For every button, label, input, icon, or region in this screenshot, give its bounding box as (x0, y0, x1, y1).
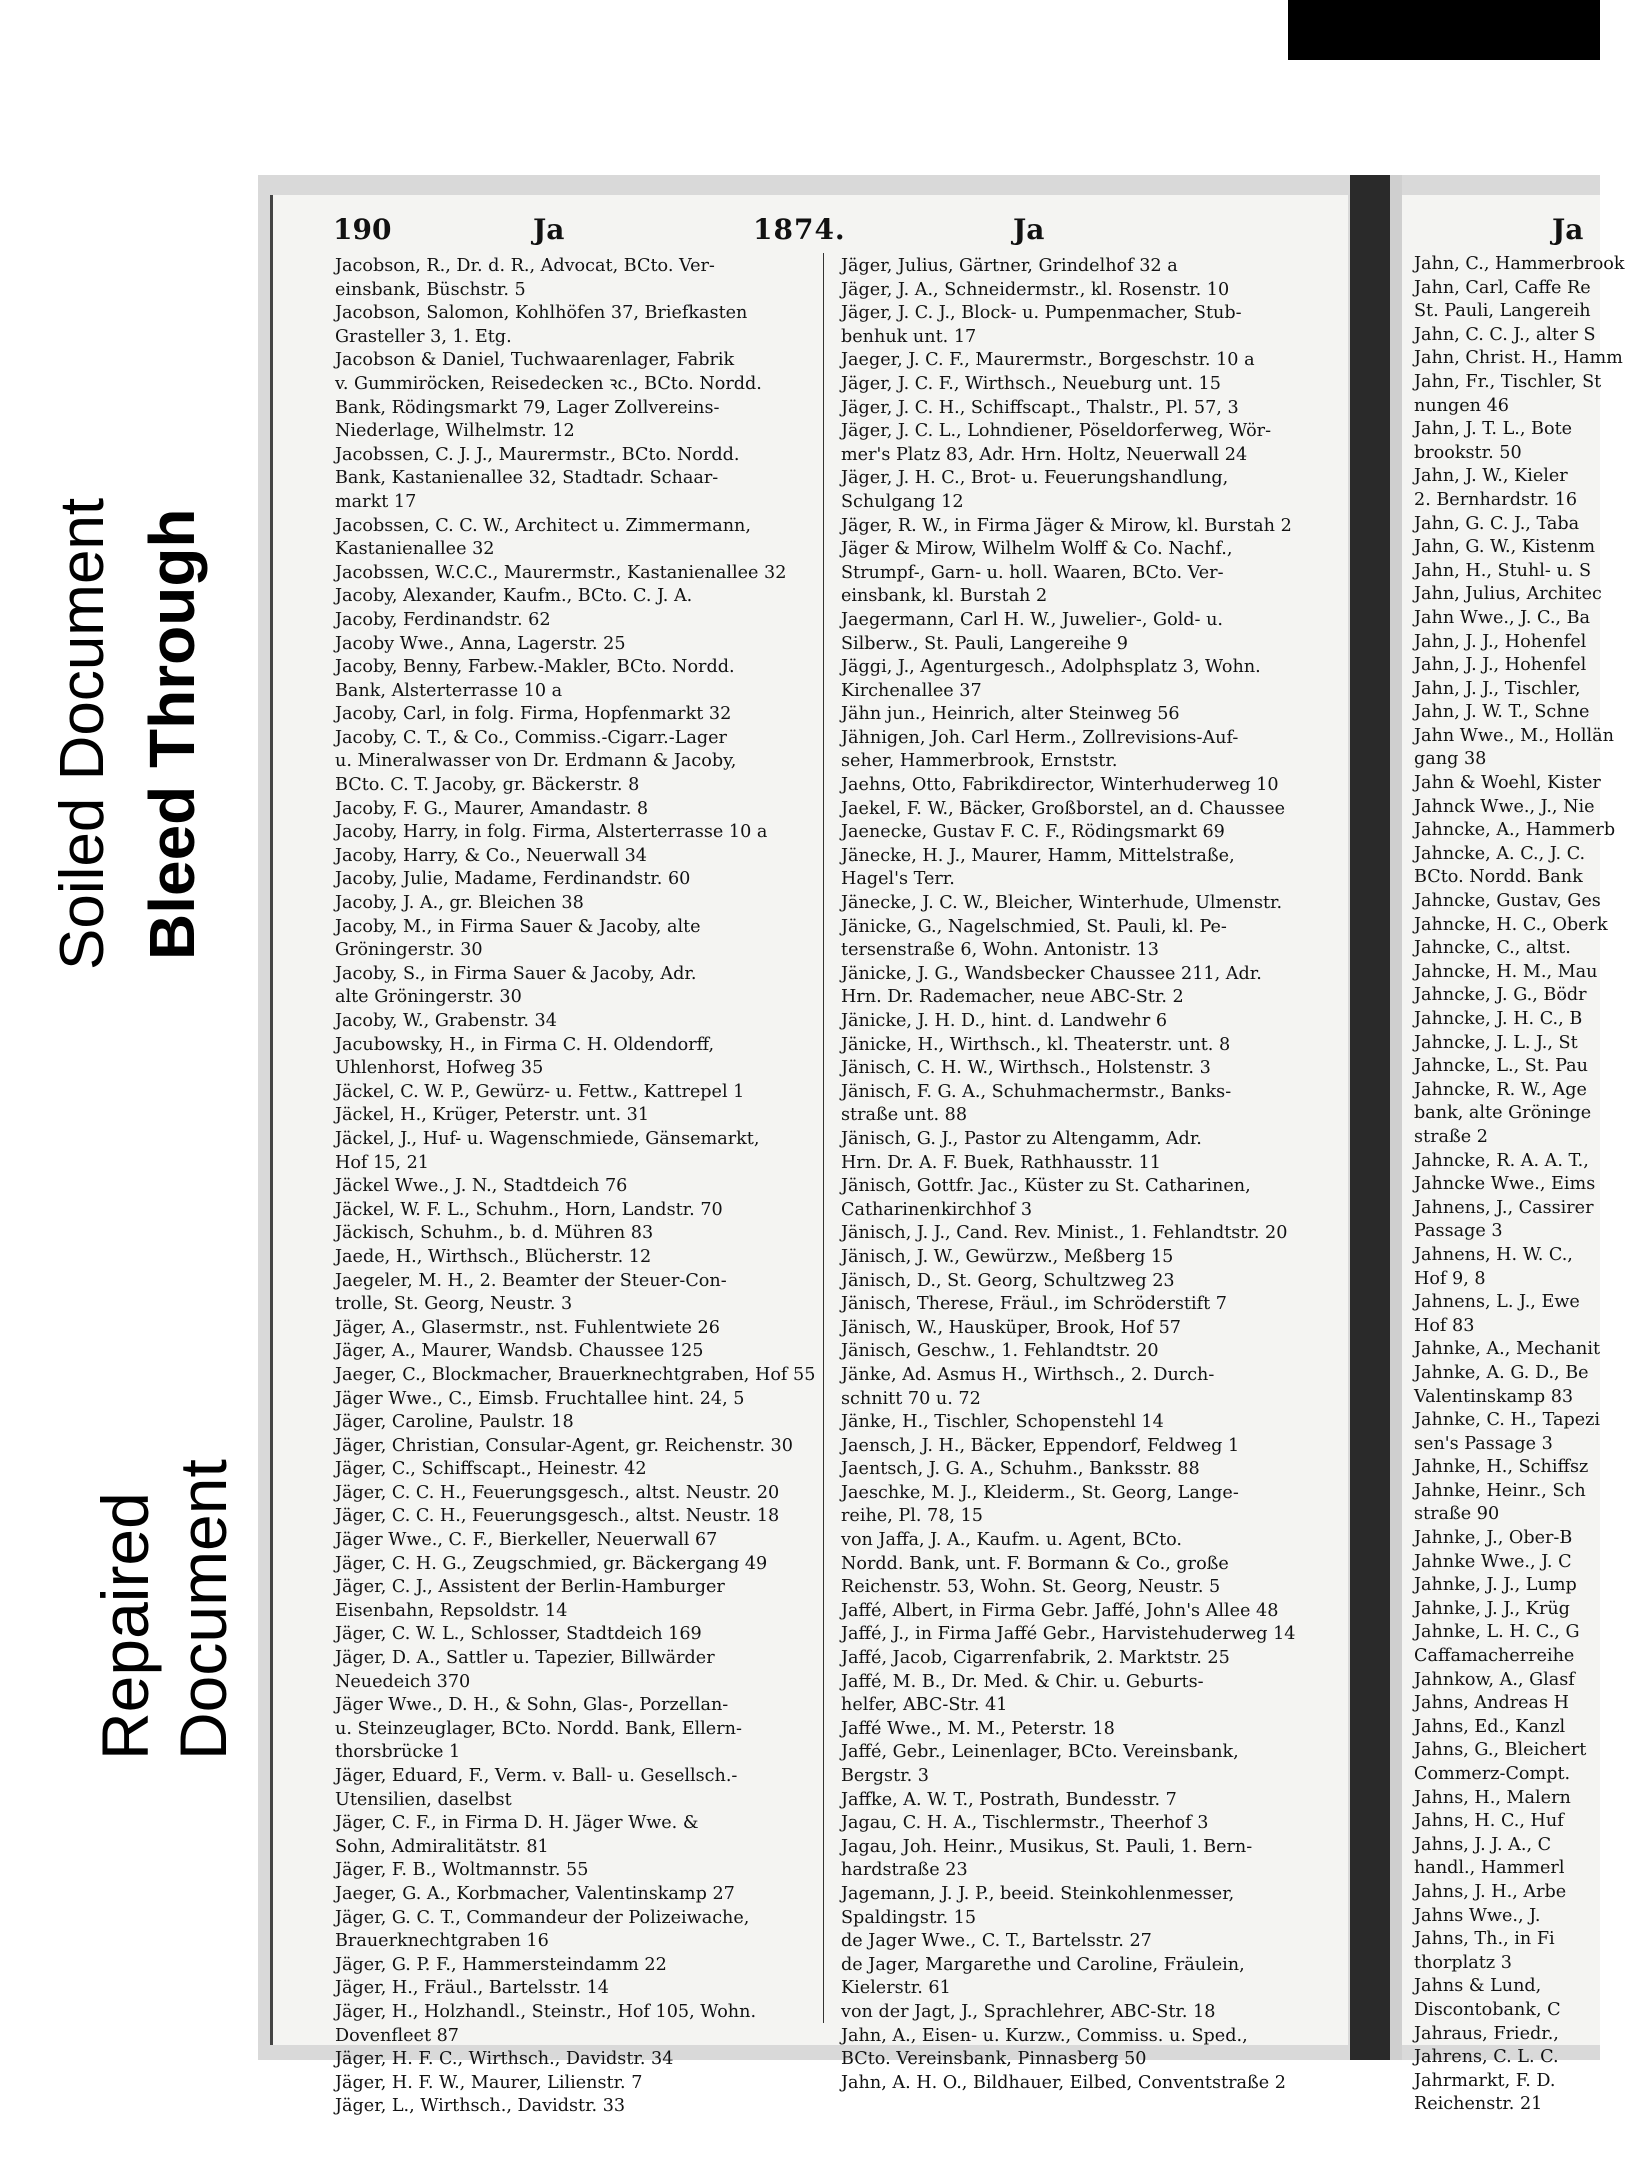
directory-entry-line: Jäger, Christian, Consular-Agent, gr. Reichenstr. 30 (335, 1435, 793, 1456)
directory-entry-line: Jäger, C. H. G., Zeugschmied, gr. Bäckergang 49 (335, 1553, 768, 1574)
directory-entry-line: Kirchenallee 37 (841, 680, 982, 701)
directory-entry-line: Hrn. Dr. Rademacher, neue ABC-Str. 2 (841, 987, 1184, 1008)
directory-entry-line: Strumpf-, Garn- u. holl. Waaren, BCto. Ver- (841, 562, 1224, 583)
directory-entry-line: thorsbrücke 1 (335, 1742, 461, 1763)
directory-entry-line: Jacobssen, W.C.C., Maurermstr., Kastanienallee 32 (335, 562, 787, 583)
directory-entry-line: bank, alte Gröninge (1414, 1103, 1592, 1124)
directory-entry-line: Dovenfleet 87 (335, 2025, 459, 2046)
directory-entry-line: Jahn, A. H. O., Bildhauer, Eilbed, Conventstraße 2 (841, 2072, 1286, 2093)
directory-entry-line: Jänicke, G., Nagelschmied, St. Pauli, kl. Pe- (841, 916, 1227, 937)
directory-entry-line: Jäger, C. J., Assistent der Berlin-Hamburger (335, 1577, 725, 1598)
directory-entry-line: Jähnigen, Joh. Carl Herm., Zollrevisions-Auf- (841, 727, 1239, 748)
directory-entry-line: Jäckel, H., Krüger, Peterstr. unt. 31 (335, 1105, 650, 1126)
directory-entry-line: Jäger Wwe., C. F., Bierkeller, Neuerwall 67 (335, 1530, 718, 1551)
directory-entry-line: Eisenbahn, Repsoldstr. 14 (335, 1600, 568, 1621)
directory-entry-line: Jänicke, J. G., Wandsbecker Chaussee 211, Adr. (841, 963, 1262, 984)
directory-entry-line: Jahnens, J., Cassirer (1414, 1197, 1594, 1218)
directory-entry-line: Jahncke, A. C., J. C. (1414, 843, 1586, 864)
directory-entry-line: Jäger, J. A., Schneidermstr., kl. Rosenstr. 10 (841, 279, 1230, 300)
directory-entry-line: Jäger Wwe., D. H., & Sohn, Glas-, Porzellan- (335, 1695, 729, 1716)
directory-entry-line: seher, Hammerbrook, Ernststr. (841, 751, 1118, 772)
directory-entry-line: trolle, St. Georg, Neustr. 3 (335, 1294, 573, 1315)
directory-entry-line: Jäger, C. F., in Firma D. H. Jäger Wwe. & (335, 1813, 699, 1834)
directory-entry-line: Jahnke Wwe., J. C (1414, 1551, 1572, 1572)
right-page (1402, 195, 1625, 2115)
directory-entry-line: Jacoby, Ferdinandstr. 62 (335, 609, 551, 630)
directory-entry-line: Jahn, G. C. J., Taba (1414, 513, 1580, 534)
directory-entry-line: Jacoby, S., in Firma Sauer & Jacoby, Adr. (335, 963, 697, 984)
directory-entry-line: Jacoby, C. T., & Co., Commiss.-Cigarr.-Lager (335, 727, 727, 748)
directory-entry-line: Jahncke Wwe., Eims (1414, 1174, 1596, 1195)
directory-entry-line: helfer, ABC-Str. 41 (841, 1695, 1008, 1716)
directory-column-right (841, 255, 1311, 2095)
directory-entry-line: Bank, Rödingsmarkt 79, Lager Zollvereins- (335, 397, 720, 418)
directory-entry-line: Valentinskamp 83 (1414, 1386, 1574, 1407)
directory-entry-line: Jacoby, Harry, & Co., Neuerwall 34 (335, 845, 647, 866)
directory-entry-line: Jänisch, Therese, Fräul., im Schröderstift 7 (841, 1294, 1227, 1315)
directory-entry-line: Jahns, Andreas H (1414, 1693, 1569, 1714)
directory-entry-line: markt 17 (335, 491, 417, 512)
directory-entry-line: Jäger, R. W., in Firma Jäger & Mirow, kl. Burstah 2 (841, 515, 1292, 536)
directory-entry-line: Jahncke, Gustav, Ges (1414, 891, 1601, 912)
directory-entry-line: Jäger, D. A., Sattler u. Tapezier, Billwärder (335, 1648, 715, 1669)
directory-entry-line: Jaentsch, J. G. A., Schuhm., Banksstr. 88 (841, 1459, 1200, 1480)
directory-entry-line: u. Mineralwasser von Dr. Erdmann & Jacoby, (335, 751, 737, 772)
directory-entry-line: Jänecke, H. J., Maurer, Hamm, Mittelstraße, (841, 845, 1235, 866)
directory-entry-line: Jahn, J. J., Tischler, (1414, 678, 1581, 699)
directory-entry-line: Jahncke, L., St. Pau (1414, 1056, 1588, 1077)
directory-entry-line: Jahnke, Heinr., Sch (1414, 1480, 1586, 1501)
directory-entry-line: Hof 15, 21 (335, 1152, 429, 1173)
directory-entry-line: Jahraus, Friedr., (1414, 2023, 1559, 2044)
directory-entry-line: Bank, Alsterterrasse 10 a (335, 680, 563, 701)
page-header (333, 213, 1303, 253)
directory-entry-line: Jahncke, A., Hammerb (1414, 820, 1616, 841)
directory-entry-line: Jänisch, Gottfr. Jac., Küster zu St. Catharinen, (841, 1176, 1251, 1197)
directory-entry-line: Jäger, L., Wirthsch., Davidstr. 33 (335, 2096, 626, 2117)
directory-entry-line: einsbank, Büschstr. 5 (335, 279, 526, 300)
directory-entry-line: Jahn, A., Eisen- u. Kurzw., Commiss. u. Sped., (841, 2025, 1248, 2046)
directory-entry-line: Jahnke, H., Schiffsz (1414, 1457, 1589, 1478)
directory-entry-line: Jäger, H., Holzhandl., Steinstr., Hof 105, Wohn. (335, 2001, 757, 2022)
directory-entry-line: Jacoby, M., in Firma Sauer & Jacoby, alte (335, 916, 701, 937)
scanned-page (258, 175, 1625, 2117)
directory-entry-line: Jahn & Woehl, Kister (1414, 773, 1601, 794)
directory-entry-line: Jäger, C. C. H., Feuerungsgesch., altst. Neustr. 18 (335, 1506, 780, 1527)
directory-entry-line: Jäger, H. F. W., Maurer, Lilienstr. 7 (335, 2072, 643, 2093)
directory-entry-line: Utensilien, daselbst (335, 1789, 512, 1810)
next-page-heading: Ja (1552, 213, 1584, 246)
directory-entry-line: Jahnke, A. G. D., Be (1414, 1362, 1589, 1383)
directory-entry-line: Jaeger, J. C. F., Maurermstr., Borgeschstr. 10 a (841, 350, 1255, 371)
directory-entry-line: Bank, Kastanienallee 32, Stadtadr. Schaar- (335, 468, 719, 489)
directory-entry-line: Jahn, G. W., Kistenm (1414, 537, 1596, 558)
directory-entry-line: Jaffke, A. W. T., Postrath, Bundesstr. 7 (841, 1789, 1177, 1810)
directory-entry-line: Jänke, H., Tischler, Schopenstehl 14 (841, 1412, 1164, 1433)
label-strip (0, 0, 260, 2177)
directory-entry-line: Kastanienallee 32 (335, 539, 495, 560)
directory-entry-line: Jahn, J. J., Hohenfel (1414, 655, 1587, 676)
directory-entry-line: de Jager, Margarethe und Caroline, Fräulein, (841, 1954, 1245, 1975)
directory-entry-line: Jaffé, M. B., Dr. Med. & Chir. u. Geburts- (841, 1671, 1204, 1692)
directory-entry-line: Jacoby, Alexander, Kaufm., BCto. C. J. A. (335, 586, 693, 607)
directory-entry-line: Grasteller 3, 1. Etg. (335, 326, 512, 347)
directory-entry-line: Jacoby, Benny, Farbew.-Makler, BCto. Nordd. (335, 657, 735, 678)
directory-entry-line: von Jaffa, J. A., Kaufm. u. Agent, BCto. (841, 1530, 1183, 1551)
directory-entry-line: Jahns, J. J. A., C (1414, 1834, 1552, 1855)
directory-entry-line: Jahn, Carl, Caffe Re (1414, 277, 1591, 298)
directory-entry-line: hardstraße 23 (841, 1860, 968, 1881)
directory-entry-line: Jahnke, J. J., Krüg (1414, 1598, 1570, 1619)
directory-entry-line: Jäger, J. H. C., Brot- u. Feuerungshandlung, (841, 468, 1229, 489)
directory-entry-line: Jäckisch, Schuhm., b. d. Mühren 83 (335, 1223, 654, 1244)
directory-entry-line: Jaegermann, Carl H. W., Juwelier-, Gold- u. (841, 609, 1224, 630)
directory-entry-line: Jahnke, J. J., Lump (1414, 1575, 1577, 1596)
directory-entry-line: Jagau, C. H. A., Tischlermstr., Theerhof 3 (841, 1813, 1209, 1834)
directory-entry-line: Jahns, H., Malern (1414, 1787, 1571, 1808)
directory-entry-line: Jahn, J. W. T., Schne (1414, 702, 1590, 723)
directory-entry-line: Jacobson & Daniel, Tuchwaarenlager, Fabrik (335, 350, 735, 371)
directory-entry-line: Jaenecke, Gustav F. C. F., Rödingsmarkt 69 (841, 822, 1225, 843)
directory-entry-line: Jaeschke, M. J., Kleiderm., St. Georg, Lange- (841, 1482, 1239, 1503)
directory-entry-line: Jähn jun., Heinrich, alter Steinweg 56 (841, 704, 1180, 725)
directory-entry-line: von der Jagt, J., Sprachlehrer, ABC-Str. 18 (841, 2001, 1216, 2022)
directory-entry-line: Jahncke, R. W., Age (1414, 1079, 1587, 1100)
directory-entry-line: Caffamacherreihe (1414, 1646, 1575, 1667)
directory-entry-line: v. Gummiröcken, Reisedecken ꝛc., BCto. Nordd. (335, 373, 762, 394)
page-number: 190 (333, 213, 392, 246)
book-gutter (1350, 175, 1390, 2060)
directory-entry-line: Niederlage, Wilhelmstr. 12 (335, 421, 575, 442)
directory-entry-line: Jacoby, Harry, in folg. Firma, Alsterterrasse 10 a (335, 822, 768, 843)
directory-entry-line: Jaeger, G. A., Korbmacher, Valentinskamp 27 (335, 1883, 735, 1904)
directory-entry-line: Jänisch, F. G. A., Schuhmachermstr., Banks- (841, 1081, 1232, 1102)
directory-entry-line: Jäckel, J., Huf- u. Wagenschmiede, Gänsemarkt, (335, 1128, 760, 1149)
directory-entry-line: Jahn, J. T. L., Bote (1414, 419, 1573, 440)
directory-entry-line: Jahrmarkt, F. D. (1414, 2070, 1556, 2091)
directory-entry-line: Jäckel Wwe., J. N., Stadtdeich 76 (335, 1176, 628, 1197)
directory-entry-line: Jäger, A., Glasermstr., nst. Fuhlentwiete 26 (335, 1317, 720, 1338)
directory-entry-line: Jäger, C., Schiffscapt., Heinestr. 42 (335, 1459, 647, 1480)
directory-entry-line: Jahn, J. W., Kieler (1414, 466, 1568, 487)
bleed-through-label: Bleed Through (136, 508, 208, 960)
directory-entry-line: 2. Bernhardstr. 16 (1414, 489, 1578, 510)
directory-entry-line: Kielerstr. 61 (841, 1978, 951, 1999)
directory-entry-line: Jäger, C. W. L., Schlosser, Stadtdeich 169 (335, 1624, 702, 1645)
directory-entry-line: Jäger, J. C. L., Lohndiener, Pöseldorferweg, Wör- (841, 421, 1272, 442)
directory-entry-line: Jahns & Lund, (1414, 1976, 1542, 1997)
directory-entry-line: Jäger, G. C. T., Commandeur der Polizeiwache, (335, 1907, 750, 1928)
directory-entry-line: Jahnens, L. J., Ewe (1414, 1292, 1580, 1313)
directory-entry-line: Jacoby, Julie, Madame, Ferdinandstr. 60 (335, 869, 691, 890)
gutter-edge (1390, 175, 1402, 2060)
directory-entry-line: Jäger, J. C. F., Wirthsch., Neueburg unt. 15 (841, 373, 1221, 394)
directory-entry-line: Jäger & Mirow, Wilhelm Wolff & Co. Nachf., (841, 539, 1233, 560)
directory-entry-line: Jahn, C. C. J., alter S (1414, 324, 1596, 345)
directory-entry-line: nungen 46 (1414, 395, 1509, 416)
directory-entry-line: Jahnkow, A., Glasf (1414, 1669, 1575, 1690)
directory-entry-line: Jacoby, W., Grabenstr. 34 (335, 1011, 557, 1031)
directory-entry-line: straße unt. 88 (841, 1105, 968, 1126)
directory-entry-line: Jahnens, H. W. C., (1414, 1244, 1573, 1265)
directory-entry-line: BCto. C. T. Jacoby, gr. Bäckerstr. 8 (335, 775, 640, 796)
directory-entry-line: Jacoby, Carl, in folg. Firma, Hopfenmarkt 32 (335, 704, 732, 725)
directory-column-next-page (1414, 253, 1625, 2117)
directory-entry-line: Jahnck Wwe., J., Nie (1414, 796, 1595, 817)
directory-entry-line: Hrn. Dr. A. F. Buek, Rathhausstr. 11 (841, 1152, 1161, 1173)
directory-entry-line: BCto. Nordd. Bank (1414, 867, 1583, 888)
directory-entry-line: Jäger, H. F. C., Wirthsch., Davidstr. 34 (335, 2049, 674, 2070)
directory-entry-line: Jänisch, G. J., Pastor zu Altengamm, Adr. (841, 1128, 1202, 1149)
directory-entry-line: Jahnke, A., Mechanit (1414, 1339, 1601, 1360)
directory-column-left (335, 255, 816, 2119)
directory-entry-line: Jahncke, C., altst. (1414, 938, 1571, 959)
directory-entry-line: thorplatz 3 (1414, 1952, 1512, 1973)
directory-entry-line: Bergstr. 3 (841, 1766, 929, 1786)
directory-entry-line: tersenstraße 6, Wohn. Antonistr. 13 (841, 940, 1159, 961)
directory-entry-line: Nordd. Bank, unt. F. Bormann & Co., große (841, 1553, 1229, 1574)
year-heading: 1874. (753, 213, 846, 246)
directory-entry-line: Jahn, Christ. H., Hamm (1414, 348, 1623, 369)
directory-entry-line: benhuk unt. 17 (841, 326, 977, 347)
directory-entry-line: Jahns, H. C., Huf (1414, 1811, 1564, 1832)
directory-entry-line: u. Steinzeuglager, BCto. Nordd. Bank, Ellern- (335, 1718, 742, 1739)
directory-entry-line: St. Pauli, Langereih (1414, 301, 1591, 322)
directory-entry-line: Jacobson, R., Dr. d. R., Advocat, BCto. Ver- (335, 256, 715, 276)
directory-entry-line: Jaehns, Otto, Fabrikdirector, Winterhuderweg 10 (841, 775, 1279, 796)
directory-entry-line: straße 2 (1414, 1126, 1488, 1147)
directory-entry-line: Hagel's Terr. (841, 869, 955, 890)
scan-border (1288, 0, 1600, 60)
directory-entry-line: Jaffé, Jacob, Cigarrenfabrik, 2. Marktstr. 25 (841, 1648, 1230, 1669)
directory-entry-line: schnitt 70 u. 72 (841, 1388, 981, 1409)
directory-entry-line: Jänicke, H., Wirthsch., kl. Theaterstr. unt. 8 (841, 1034, 1231, 1055)
directory-entry-line: Jacoby Wwe., Anna, Lagerstr. 25 (335, 633, 626, 654)
directory-entry-line: Jänisch, J. W., Gewürzw., Meßberg 15 (841, 1246, 1174, 1267)
soiled-document-label: Soiled Document (48, 497, 117, 970)
directory-entry-line: Jäger, Caroline, Paulstr. 18 (335, 1412, 574, 1433)
directory-entry-line: brookstr. 50 (1414, 442, 1522, 463)
directory-entry-line: Jaffé Wwe., M. M., Peterstr. 18 (841, 1718, 1115, 1739)
directory-entry-line: Jäckel, W. F. L., Schuhm., Horn, Landstr. 70 (335, 1199, 723, 1220)
directory-entry-line: Jahnke, J., Ober-B (1414, 1528, 1573, 1549)
directory-entry-line: Jagemann, J. J. P., beeid. Steinkohlenmesser, (841, 1883, 1235, 1904)
directory-entry-line: Jäger, J. C. J., Block- u. Pumpenmacher, Stub- (841, 303, 1242, 324)
directory-entry-line: Jahncke, J. G., Bödr (1414, 985, 1587, 1006)
directory-entry-line: Jacoby, F. G., Maurer, Amandastr. 8 (335, 798, 649, 819)
directory-entry-line: Jaensch, J. H., Bäcker, Eppendorf, Feldweg 1 (841, 1435, 1240, 1456)
directory-entry-line: Reichenstr. 21 (1414, 2094, 1543, 2115)
directory-entry-line: Jahncke, H. M., Mau (1414, 961, 1598, 982)
directory-entry-line: Jänisch, C. H. W., Wirthsch., Holstenstr. 3 (841, 1058, 1211, 1079)
directory-entry-line: de Jager Wwe., C. T., Bartelsstr. 27 (841, 1931, 1152, 1952)
directory-entry-line: Hof 83 (1414, 1315, 1475, 1336)
left-page (270, 195, 1348, 2117)
right-heading: Ja (1013, 213, 1045, 246)
directory-entry-line: Jaffé, Albert, in Firma Gebr. Jaffé, John's Allee 48 (841, 1600, 1279, 1621)
directory-entry-line: Jagau, Joh. Heinr., Musikus, St. Pauli, 1. Bern- (841, 1836, 1253, 1857)
directory-entry-line: Jacobssen, C. C. W., Architect u. Zimmermann, (335, 515, 751, 536)
directory-entry-line: Jänisch, D., St. Georg, Schultzweg 23 (841, 1270, 1175, 1291)
directory-entry-line: Neuedeich 370 (335, 1671, 471, 1692)
directory-entry-line: Reichenstr. 53, Wohn. St. Georg, Neustr. 5 (841, 1577, 1221, 1598)
directory-entry-line: Jahns, Ed., Kanzl (1414, 1716, 1566, 1737)
directory-entry-line: Jacobssen, C. J. J., Maurermstr., BCto. Nordd. (335, 444, 740, 465)
directory-entry-line: Spaldingstr. 15 (841, 1907, 977, 1928)
directory-entry-line: Jahnke, C. H., Tapezi (1414, 1410, 1601, 1431)
directory-entry-line: Jahncke, H. C., Oberk (1414, 914, 1608, 935)
directory-entry-line: Jäggi, J., Agenturgesch., Adolphsplatz 3, Wohn. (841, 657, 1261, 678)
directory-entry-line: Jaegeler, M. H., 2. Beamter der Steuer-Con- (335, 1270, 727, 1291)
directory-entry-line: Jaeger, C., Blockmacher, Brauerknechtgraben, Hof 55 (335, 1364, 816, 1385)
directory-entry-line: Jänisch, Geschw., 1. Fehlandtstr. 20 (841, 1341, 1159, 1362)
directory-entry-line: Jänke, Ad. Asmus H., Wirthsch., 2. Durch- (841, 1364, 1215, 1385)
directory-entry-line: Jahns, G., Bleichert (1414, 1740, 1587, 1761)
directory-entry-line: Hof 9, 8 (1414, 1268, 1486, 1289)
directory-entry-line: Jahn, Julius, Architec (1414, 584, 1602, 605)
directory-entry-line: Jänecke, J. C. W., Bleicher, Winterhude, Ulmenstr. (841, 893, 1283, 914)
directory-entry-line: Jahn, J. J., Hohenfel (1414, 631, 1587, 652)
directory-entry-line: BCto. Vereinsbank, Pinnasberg 50 (841, 2049, 1147, 2070)
directory-entry-line: Jahns Wwe., J. (1414, 1905, 1541, 1926)
directory-entry-line: Jäger, J. C. H., Schiffscapt., Thalstr., Pl. 57, 3 (841, 397, 1239, 418)
directory-entry-line: Jaekel, F. W., Bäcker, Großborstel, an d. Chaussee (841, 798, 1286, 819)
repaired-label: Repaired (88, 1492, 162, 1760)
directory-entry-line: Jahncke, J. H. C., B (1414, 1009, 1583, 1029)
directory-entry-line: gang 38 (1414, 749, 1487, 770)
directory-entry-line: mer's Platz 83, Adr. Hrn. Holtz, Neuerwall 24 (841, 444, 1248, 465)
directory-entry-line: Jaffé, Gebr., Leinenlager, BCto. Vereinsbank, (841, 1742, 1239, 1763)
directory-entry-line: Jahncke, R. A. A. T., (1414, 1150, 1589, 1171)
directory-entry-line: Jänicke, J. H. D., hint. d. Landwehr 6 (841, 1011, 1168, 1031)
directory-entry-line: Sohn, Admiralitätstr. 81 (335, 1836, 549, 1857)
directory-entry-line: reihe, Pl. 78, 15 (841, 1506, 983, 1527)
directory-entry-line: Jahns, Th., in Fi (1414, 1929, 1555, 1950)
directory-entry-line: Jäger, C. C. H., Feuerungsgesch., altst. Neustr. 20 (335, 1482, 780, 1503)
directory-entry-line: Jäckel, C. W. P., Gewürz- u. Fettw., Kattrepel 1 (335, 1081, 745, 1102)
directory-entry-line: Discontobank, C (1414, 1999, 1561, 2020)
directory-entry-line: Jäger, Eduard, F., Verm. v. Ball- u. Gesellsch.- (335, 1766, 738, 1786)
directory-entry-line: Jahn, C., Hammerbrook (1414, 254, 1625, 274)
directory-entry-line: Jäger, H., Fräul., Bartelsstr. 14 (335, 1978, 609, 1999)
directory-entry-line: handl., Hammerl (1414, 1858, 1565, 1879)
directory-entry-line: Schulgang 12 (841, 491, 964, 512)
directory-entry-line: Passage 3 (1414, 1221, 1503, 1242)
directory-entry-line: Jahn, H., Stuhl- u. S (1414, 560, 1592, 581)
directory-entry-line: Commerz-Compt. (1414, 1764, 1571, 1784)
document-label: Document (166, 1459, 240, 1760)
directory-entry-line: Jäger, A., Maurer, Wandsb. Chaussee 125 (335, 1341, 704, 1362)
column-divider (823, 253, 824, 2023)
directory-entry-line: Jahn, Fr., Tischler, St (1414, 371, 1602, 392)
directory-entry-line: Jahns, J. H., Arbe (1414, 1881, 1567, 1902)
directory-entry-line: Jäger, F. B., Woltmannstr. 55 (335, 1860, 589, 1881)
directory-entry-line: Jacoby, J. A., gr. Bleichen 38 (335, 893, 584, 914)
directory-entry-line: Jahrens, C. L. C. (1414, 2047, 1559, 2068)
left-heading: Ja (533, 213, 565, 246)
directory-entry-line: Brauerknechtgraben 16 (335, 1931, 549, 1952)
directory-entry-line: alte Gröningerstr. 30 (335, 987, 522, 1008)
directory-entry-line: Jäger Wwe., C., Eimsb. Fruchtallee hint. 24, 5 (335, 1388, 745, 1409)
directory-entry-line: Jahnke, L. H. C., G (1414, 1622, 1580, 1643)
directory-entry-line: Jahn Wwe., J. C., Ba (1414, 607, 1591, 628)
directory-entry-line: sen's Passage 3 (1414, 1433, 1553, 1454)
directory-entry-line: Jänisch, W., Hausküper, Brook, Hof 57 (841, 1317, 1182, 1338)
directory-entry-line: Jacubowsky, H., in Firma C. H. Oldendorff, (335, 1034, 715, 1055)
directory-entry-line: Uhlenhorst, Hofweg 35 (335, 1058, 544, 1079)
directory-entry-line: Jacobson, Salomon, Kohlhöfen 37, Briefkasten (335, 303, 748, 324)
directory-entry-line: Jäger, G. P. F., Hammersteindamm 22 (335, 1954, 667, 1975)
directory-entry-line: Jänisch, J. J., Cand. Rev. Minist., 1. Fehlandtstr. 20 (841, 1223, 1288, 1244)
directory-entry-line: Jäger, Julius, Gärtner, Grindelhof 32 a (841, 256, 1178, 276)
directory-entry-line: Gröningerstr. 30 (335, 940, 483, 961)
directory-entry-line: einsbank, kl. Burstah 2 (841, 586, 1048, 607)
directory-entry-line: Catharinenkirchhof 3 (841, 1199, 1033, 1220)
directory-entry-line: straße 90 (1414, 1504, 1500, 1525)
directory-entry-line: Silberw., St. Pauli, Langereihe 9 (841, 633, 1128, 654)
directory-entry-line: Jaede, H., Wirthsch., Blücherstr. 12 (335, 1246, 652, 1267)
directory-entry-line: Jahn Wwe., M., Hollän (1414, 725, 1614, 746)
directory-entry-line: Jaffé, J., in Firma Jaffé Gebr., Harvistehuderweg 14 (841, 1624, 1296, 1645)
directory-entry-line: Jahncke, J. L. J., St (1414, 1032, 1578, 1053)
